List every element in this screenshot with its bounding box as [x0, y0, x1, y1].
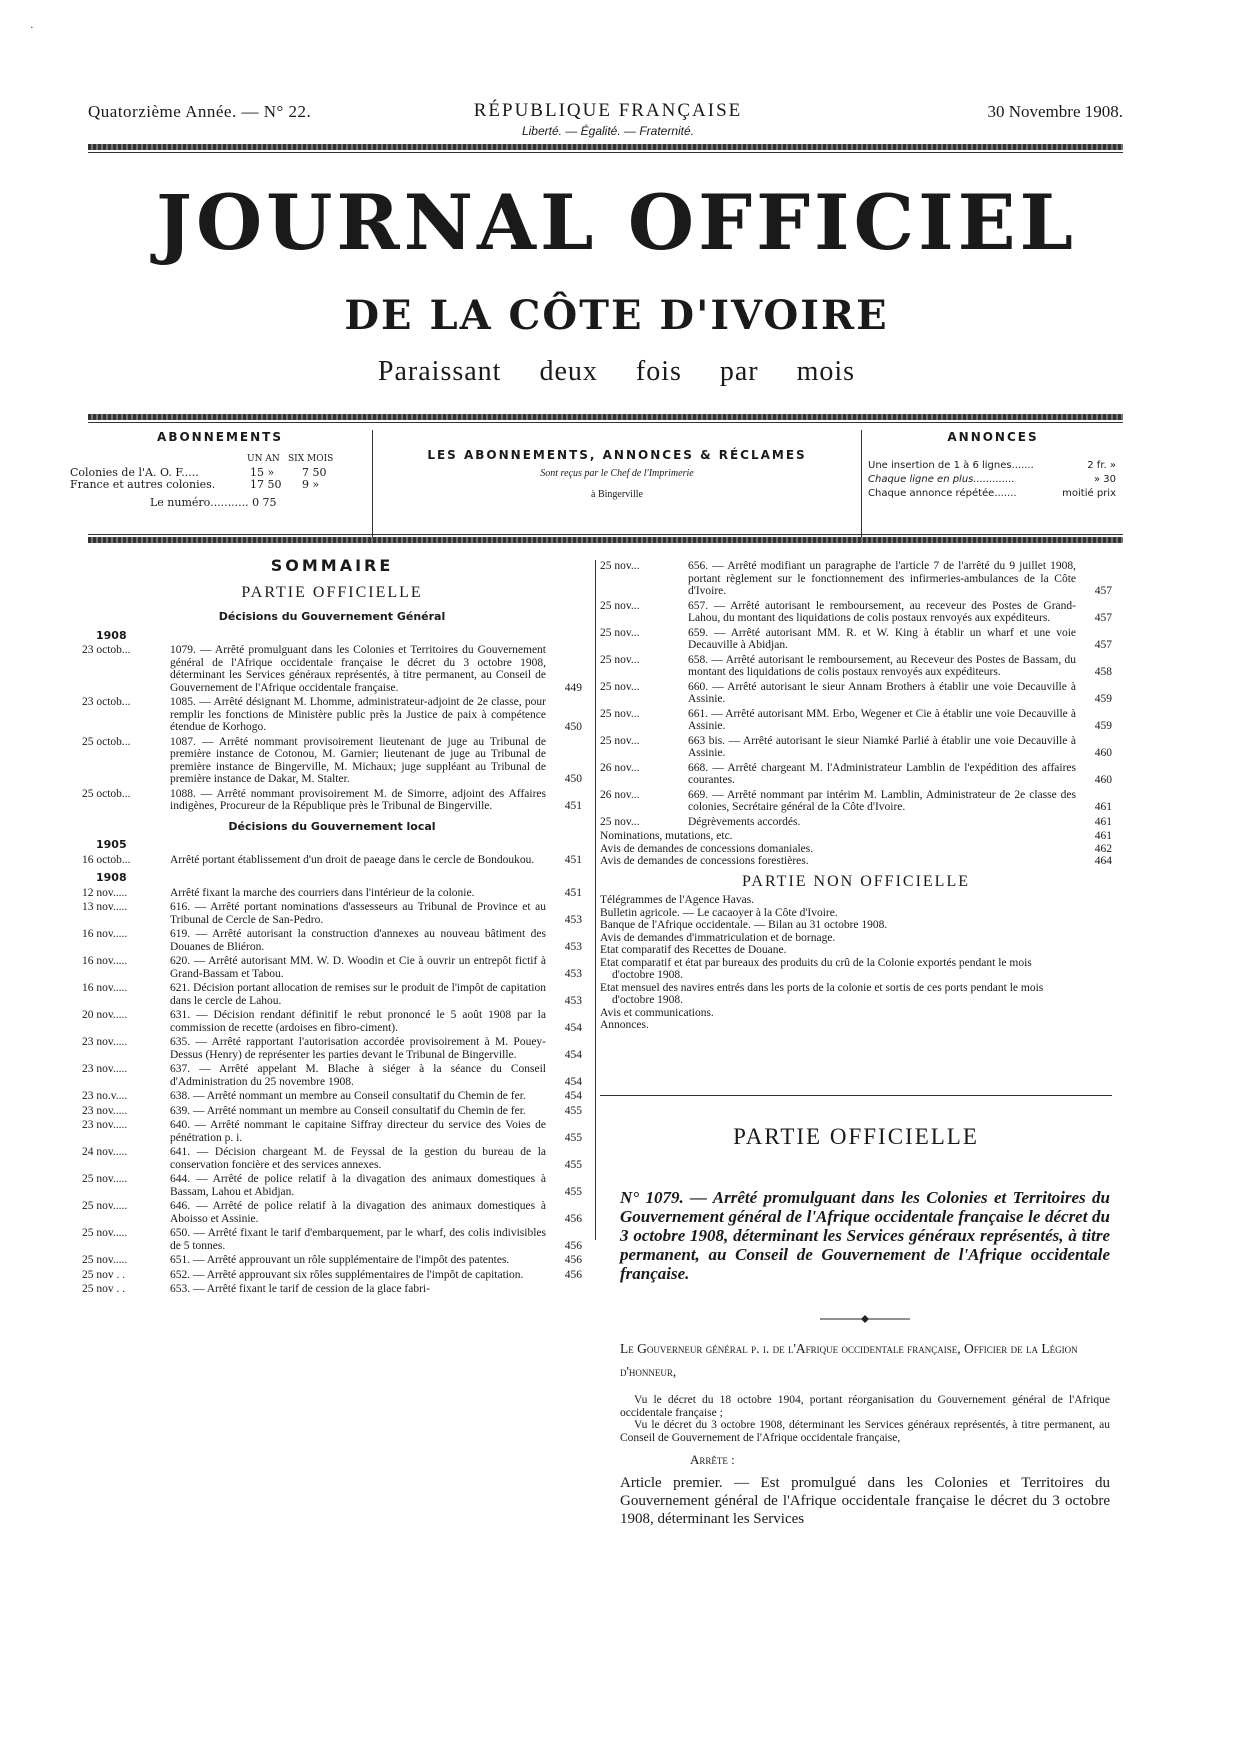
sommaire-entry	[82, 1009, 582, 1034]
abonnements-box	[70, 430, 370, 540]
annonces-reclames-box	[372, 430, 862, 540]
entry-date: 16 octob...	[82, 853, 131, 866]
entry-text: 1087. — Arrêté nommant provisoirement lieutenant de juge au Tribunal de première instance de Cotonou, M. Garnier; lieutenant de juge au Tribunal de première instance de Bingerville, M. Michaux; juge suppléant au Tribunal de première instance de Dakar, M. Stalter.	[170, 735, 546, 785]
entry-text: 1085. — Arrêté désignant M. Lhomme, administrateur-adjoint de 2e classe, pour remplir les fonctions de Ministère public près la Justice de paix à compétence étendue de Korhogo.	[170, 696, 546, 733]
sommaire-entry	[82, 854, 582, 867]
sommaire-entry	[600, 762, 1112, 787]
journal-subtitle: DE LA CÔTE D'IVOIRE	[344, 292, 889, 339]
non-officielle-item: Annonces.	[600, 1019, 649, 1031]
entry-page: 453	[564, 967, 582, 980]
entry-date: 16 nov.....	[82, 982, 128, 994]
right-col-rule	[600, 1095, 1112, 1096]
entry-page: 464	[1094, 855, 1112, 867]
entry-text: Avis de demandes de concessions domaniales.	[600, 842, 814, 855]
abonnements-heading: ABONNEMENTS	[157, 430, 283, 444]
entry-text: 650. — Arrêté fixant le tarif d'embarquement, par le wharf, des colis indivisibles de 5 tonnes.	[170, 1227, 546, 1252]
entry-text: Nominations, mutations, etc.	[600, 830, 733, 842]
sommaire-entry	[600, 789, 1112, 814]
motto: Liberté. — Égalité. — Fraternité.	[521, 124, 695, 138]
col-six-mois: SIX MOIS	[288, 454, 334, 464]
sommaire-entry	[600, 681, 1112, 706]
sommaire-entry	[600, 627, 1112, 652]
top-rule-thin	[88, 152, 1123, 153]
entry-page: 459	[1094, 720, 1112, 732]
entry-date: 23 nov.....	[82, 1104, 128, 1117]
sommaire-plain-entry	[600, 830, 1112, 843]
entry-text: 620. — Arrêté autorisant MM. W. D. Woodin et Cie à ouvrir un entrepôt fictif à Grand-Bassam et Tabou.	[170, 955, 546, 980]
article-text: Article premier. — Est promulgué dans les Colonies et Territoires du Gouvernement général de l'Afrique occidentale française le décret du 3 octobre 1908, déterminant les Services	[620, 1475, 1110, 1527]
non-officielle-entries	[600, 894, 1112, 1032]
annonce-row-label-3: Chaque annonce répétée.......	[868, 488, 1017, 499]
entry-date: 25 nov...	[600, 680, 640, 693]
entry-page: 454	[564, 1075, 582, 1088]
entry-text: 659. — Arrêté autorisant MM. R. et W. King à établir un wharf et une voie Decauville à Abidjan.	[688, 626, 1076, 651]
entry-text: 619. — Arrêté autorisant la construction d'annexes au nouveau bâtiment des Douanes de Bliéron.	[170, 928, 546, 953]
year-heading: 1908	[96, 628, 127, 642]
publication-frequency: Paraissant deux fois par mois	[377, 356, 856, 387]
abon-row-label-2: France et autres colonies.	[70, 478, 216, 491]
column-divider	[595, 560, 596, 1240]
sommaire-entry	[82, 1119, 582, 1144]
entry-date: 24 nov.....	[82, 1146, 128, 1158]
entry-date: 20 nov.....	[82, 1009, 128, 1021]
sommaire-left-column	[82, 556, 582, 1298]
sommaire-plain-entry	[600, 855, 1112, 868]
non-officielle-item: Etat comparatif et état par bureaux des produits du crû de la Colonie exportés pendant le mois d'octobre 1908.	[600, 956, 1032, 981]
entry-text: 635. — Arrêté rapportant l'autorisation accordée provisoirement à M. Pouey-Dessus (Henry) de représenter les parties devant le Tribunal de Bingerville.	[170, 1036, 546, 1061]
sommaire-entry	[600, 600, 1112, 625]
non-officielle-item: Bulletin agricole. — Le cacaoyer à la Côte d'Ivoire.	[600, 906, 838, 919]
entry-date: 25 nov.....	[82, 1254, 128, 1266]
entry-page: 451	[564, 886, 582, 899]
entry-text: 621. Décision portant allocation de remises sur le produit de l'impôt de capitation dans le cercle de Lahou.	[170, 982, 546, 1007]
sommaire-entry	[82, 788, 582, 813]
entry-page: 461	[1094, 815, 1112, 828]
sommaire-entry	[82, 1227, 582, 1252]
entry-page: 459	[1094, 693, 1112, 705]
entry-text: Arrêté fixant la marche des courriers dans l'intérieur de la colonie.	[170, 886, 475, 899]
sommaire-entry	[82, 955, 582, 980]
entry-page: 456	[564, 1268, 582, 1281]
decree-title	[620, 1188, 1110, 1283]
sommaire-entry	[82, 1200, 582, 1225]
entry-date: 25 octob...	[82, 735, 131, 748]
partie-officielle-heading: PARTIE OFFICIELLE	[241, 583, 423, 601]
sommaire-entry	[82, 1036, 582, 1061]
box-top-rule-thin	[88, 422, 1123, 423]
year-heading-1905: 1905	[96, 838, 127, 851]
numero-price: Le numéro........... 0 75	[150, 496, 277, 509]
partie-officielle-main-heading: PARTIE OFFICIELLE	[733, 1124, 979, 1149]
entry-date: 16 nov.....	[82, 955, 128, 967]
entry-text: 631. — Décision rendant définitif le rebut prononcé le 5 août 1908 par la commission de recette (ardoises en fibro-ciment).	[170, 1009, 546, 1034]
non-officielle-item: Etat comparatif des Recettes de Douane.	[600, 944, 787, 956]
entry-text: 660. — Arrêté autorisant le sieur Annam Brothers à établir une voie Decauville à Assinie.	[688, 680, 1076, 705]
sommaire-entry	[600, 654, 1112, 679]
entry-page: 454	[564, 1090, 582, 1102]
local-1905-entries	[82, 854, 582, 867]
entry-page: 456	[564, 1254, 582, 1266]
entry-date: 25 octob...	[82, 787, 131, 800]
entry-page: 449	[564, 681, 582, 694]
entry-date: 26 nov...	[600, 788, 640, 801]
entry-text: Dégrèvements accordés.	[688, 815, 801, 828]
entry-text: 646. — Arrêté de police relatif à la divagation des animaux domestiques à Aboisso et Assinie.	[170, 1200, 546, 1225]
entry-page: 460	[1094, 747, 1112, 759]
annonce-row-label-1: Une insertion de 1 à 6 lignes.......	[868, 460, 1034, 471]
entry-text: 658. — Arrêté autorisant le remboursement, au Receveur des Postes de Bassam, du montant des liquidations de colis postaux renvoyés aux expéditeurs.	[688, 653, 1076, 678]
entry-date: 23 no.v....	[82, 1090, 128, 1102]
sommaire-entry	[82, 736, 582, 786]
entry-page: 457	[1094, 639, 1112, 651]
right-plain-entries	[600, 830, 1112, 868]
non-officielle-item: Avis et communications.	[600, 1006, 714, 1019]
sommaire-right-column	[600, 560, 1112, 1032]
entry-page: 455	[564, 1104, 582, 1117]
annonce-row-price-3: moitié prix	[1062, 488, 1116, 499]
entry-date: 25 nov...	[600, 734, 640, 747]
entry-text: 669. — Arrêté nommant par intérim M. Lamblin, Administrateur de 2e classe des colonies, Secrétaire général de la Côte d'Ivoire.	[688, 788, 1076, 813]
sommaire-entry	[82, 1283, 582, 1296]
entry-page: 458	[1094, 666, 1112, 678]
non-officielle-item: Banque de l'Afrique occidentale. — Bilan au 31 octobre 1908.	[600, 919, 888, 931]
entry-date: 23 nov.....	[82, 1036, 128, 1048]
entry-date: 23 octob...	[82, 696, 131, 708]
entry-page: 454	[564, 1048, 582, 1061]
box-bottom-rule	[88, 537, 1123, 543]
vu-2: Vu le décret du 3 octobre 1908, déterminant les Services généraux représentés, à titre permanent, au Conseil de Gouvernement de l'Afrique occidentale française,	[620, 1419, 1110, 1444]
entry-page: 460	[1094, 774, 1112, 786]
sommaire-entry	[600, 708, 1112, 733]
issue-number: Quatorzième Année. — N° 22.	[88, 102, 312, 121]
dec-general-heading: Décisions du Gouvernement Général	[218, 610, 446, 623]
arrete-label: Arrête :	[690, 1452, 735, 1467]
entry-page: 453	[564, 913, 582, 926]
sommaire-entry	[82, 1254, 582, 1267]
entry-page: 457	[1094, 612, 1112, 624]
entry-page: 451	[564, 800, 582, 812]
entry-date: 25 nov...	[600, 560, 640, 572]
sommaire-entry	[82, 901, 582, 926]
sommaire-entry	[600, 816, 1112, 829]
sommaire-entry	[82, 644, 582, 694]
local-1908-entries	[82, 887, 582, 1296]
entry-page: 456	[564, 1212, 582, 1225]
issue-date: 30 Novembre 1908.	[987, 102, 1123, 121]
annonces-box	[862, 430, 1124, 540]
sommaire-entry	[82, 1173, 582, 1198]
non-officielle-item: Télégrammes de l'Agence Havas.	[600, 894, 755, 906]
entry-text: 638. — Arrêté nommant un membre au Conseil consultatif du Chemin de fer.	[170, 1090, 526, 1102]
entry-text: 644. — Arrêté de police relatif à la divagation des animaux domestiques à Bassam, Lahou et Abidjan.	[170, 1173, 546, 1198]
general-entries	[82, 644, 582, 813]
entry-date: 23 nov.....	[82, 1119, 128, 1131]
abonnements-table	[70, 454, 370, 514]
entry-text: 653. — Arrêté fixant le tarif de cession de la glace fabri-	[170, 1283, 430, 1295]
entry-text: 641. — Décision chargeant M. de Feyssal de la gestion du bureau de la conservation foncière et des services annexes.	[170, 1146, 546, 1171]
entry-page: 451	[564, 853, 582, 866]
top-rule	[88, 144, 1123, 150]
sommaire-plain-entry	[600, 843, 1112, 856]
center-heading: LES ABONNEMENTS, ANNONCES & RÉCLAMES	[427, 448, 807, 462]
entry-date: 25 nov...	[600, 653, 640, 666]
entry-page: 462	[1094, 842, 1112, 855]
entry-text: 640. — Arrêté nommant le capitaine Siffray directeur du service des Voies de pénétration p. i.	[170, 1119, 546, 1144]
entry-date: 23 nov.....	[82, 1063, 128, 1075]
entry-text: 663 bis. — Arrêté autorisant le sieur Niamké Parlié à établir une voie Decauville à Assinie.	[688, 734, 1076, 759]
entry-date: 12 nov.....	[82, 886, 128, 899]
entry-text: Arrêté portant établissement d'un droit de paeage dans le cercle de Bondoukou.	[170, 853, 535, 866]
entry-date: 26 nov...	[600, 761, 640, 774]
entry-page: 454	[564, 1021, 582, 1034]
entry-text: 639. — Arrêté nommant un membre au Conseil consultatif du Chemin de fer.	[170, 1104, 526, 1117]
entry-text: 656. — Arrêté modifiant un paragraphe de l'article 7 de l'arrêté du 9 juillet 1908, portant règlement sur le fonctionnement des infirmeries-ambulances de la Côte d'Ivoire.	[688, 560, 1076, 597]
sommaire-entry	[82, 1105, 582, 1118]
entry-text: 657. — Arrêté autorisant le remboursement, au receveur des Postes de Grand-Lahou, du montant des liquidations de colis postaux renvoyés aux expéditeurs.	[688, 599, 1076, 624]
gouverneur-line: Le Gouverneur général p. i. de l'Afrique occidentale française, Officier de la Légion d'honneur,	[620, 1341, 1078, 1379]
entry-date: 25 nov...	[600, 626, 640, 639]
abon-row-label-1: Colonies de l'A. O. F.....	[70, 466, 199, 479]
sommaire-heading: SOMMAIRE	[270, 556, 394, 575]
entry-date: 25 nov...	[600, 707, 640, 720]
decree-title-text: N° 1079. — Arrêté promulguant dans les Colonies et Territoires du Gouvernement général de l'Afrique occidentale française le décret du 3 octobre 1908, déterminant les Services généraux représentés, à titre permanent, au Conseil de Gouvernement de l'Afrique occidentale française.	[620, 1188, 1110, 1283]
entry-date: 23 octob...	[82, 644, 131, 656]
republic-block	[428, 100, 788, 138]
entry-page: 456	[564, 1239, 582, 1252]
entry-date: 16 nov.....	[82, 928, 128, 940]
center-line1: Sont reçus par le Chef de l'Imprimerie	[540, 468, 694, 479]
right-entries	[600, 560, 1112, 828]
entry-text: 651. — Arrêté approuvant un rôle supplémentaire de l'impôt des patentes.	[170, 1254, 510, 1266]
entry-text: 616. — Arrêté portant nominations d'assesseurs au Tribunal de Province et au Tribunal de Cercle de San-Pedro.	[170, 901, 546, 926]
abon-row-an-2: 17 50	[250, 478, 282, 491]
vu-1: Vu le décret du 18 octobre 1904, portant réorganisation du Gouvernement général de l'Afrique occidentale française ;	[620, 1394, 1110, 1419]
entry-page: 455	[564, 1158, 582, 1171]
entry-page: 455	[564, 1185, 582, 1198]
entry-text: 652. — Arrêté approuvant six rôles supplémentaires de l'impôt de capitation.	[170, 1268, 524, 1281]
sommaire-entry	[82, 887, 582, 900]
entry-page: 450	[564, 721, 582, 733]
masthead-topline	[88, 100, 1123, 138]
vu-block	[620, 1394, 1110, 1444]
center-line2: à Bingerville	[591, 489, 643, 500]
scan-mark: ·	[30, 22, 34, 34]
entry-page: 450	[564, 773, 582, 785]
entry-page: 461	[1094, 830, 1112, 842]
entry-page: 461	[1094, 801, 1112, 813]
sommaire-entry	[600, 560, 1112, 598]
sommaire-entry	[82, 696, 582, 734]
entry-text: Avis de demandes de concessions forestières.	[600, 855, 809, 867]
sommaire-entry	[82, 1146, 582, 1171]
abon-row-an-1: 15 »	[250, 466, 275, 479]
entry-date: 25 nov.....	[82, 1227, 128, 1239]
sommaire-entry	[82, 928, 582, 953]
dec-local-heading: Décisions du Gouvernement local	[228, 819, 436, 833]
annonces-heading: ANNONCES	[947, 430, 1039, 444]
decree-block	[620, 1188, 1110, 1283]
sommaire-entry	[82, 1269, 582, 1282]
entry-date: 25 nov...	[600, 599, 640, 612]
col-un-an: UN AN	[247, 454, 280, 464]
non-officielle-item: Etat mensuel des navires entrés dans les ports de la colonie et sortis de ces ports pendant le mois d'octobre 1908.	[600, 981, 1044, 1006]
annonce-row-price-1: 2 fr. »	[1087, 460, 1116, 471]
entry-date: 13 nov.....	[82, 901, 128, 913]
entry-date: 25 nov...	[600, 815, 640, 828]
ornament-dash	[820, 1313, 910, 1325]
sommaire-entry	[600, 735, 1112, 760]
republic-label: RÉPUBLIQUE FRANÇAISE	[473, 100, 743, 121]
entry-page: 453	[564, 994, 582, 1007]
partie-non-officielle-heading: PARTIE NON OFFICIELLE	[741, 872, 970, 890]
annonce-row-price-2: » 30	[1093, 474, 1116, 485]
entry-page: 453	[564, 940, 582, 953]
abon-row-six-1: 7 50	[302, 466, 327, 479]
annonce-row-label-2: Chaque ligne en plus.............	[868, 474, 1015, 485]
journal-title: JOURNAL OFFICIEL	[155, 178, 1077, 267]
entry-page: 457	[1094, 585, 1112, 597]
entry-text: 1079. — Arrêté promulguant dans les Colonies et Territoires du Gouvernement général de l'Afrique occidentale française le décret du 3 octobre 1908, déterminant les Services généraux représentés, à titre permanent, au Conseil de Gouvernement de l'Afrique occidentale française.	[170, 644, 546, 694]
box-top-rule	[88, 414, 1123, 420]
entry-text: 637. — Arrêté appelant M. Blache à siéger à la séance du Conseil d'Administration du 25 novembre 1908.	[170, 1063, 546, 1088]
entry-text: 1088. — Arrêté nommant provisoirement M. de Simorre, adjoint des Affaires indigènes, Procureur de la République près le Tribunal de Bingerville.	[170, 787, 546, 812]
entry-text: 668. — Arrêté chargeant M. l'Administrateur Lamblin de l'expédition des affaires courantes.	[688, 761, 1076, 786]
entry-date: 25 nov . .	[82, 1283, 126, 1295]
entry-date: 25 nov . .	[82, 1268, 126, 1281]
entry-text: 661. — Arrêté autorisant MM. Erbo, Wegener et Cie à établir une voie Decauville à Assinie.	[688, 707, 1076, 732]
abon-row-six-2: 9 »	[302, 478, 320, 491]
non-officielle-item: Avis de demandes d'immatriculation et de bornage.	[600, 931, 836, 944]
box-bottom-rule-thin	[88, 534, 1123, 535]
article-premier	[620, 1474, 1110, 1528]
sommaire-entry	[82, 982, 582, 1007]
entry-date: 25 nov.....	[82, 1200, 128, 1212]
entry-page: 455	[564, 1131, 582, 1144]
sommaire-entry	[82, 1090, 582, 1103]
sommaire-entry	[82, 1063, 582, 1088]
year-heading-1908: 1908	[96, 871, 127, 884]
annonces-table	[862, 460, 1124, 508]
entry-date: 25 nov.....	[82, 1173, 128, 1185]
